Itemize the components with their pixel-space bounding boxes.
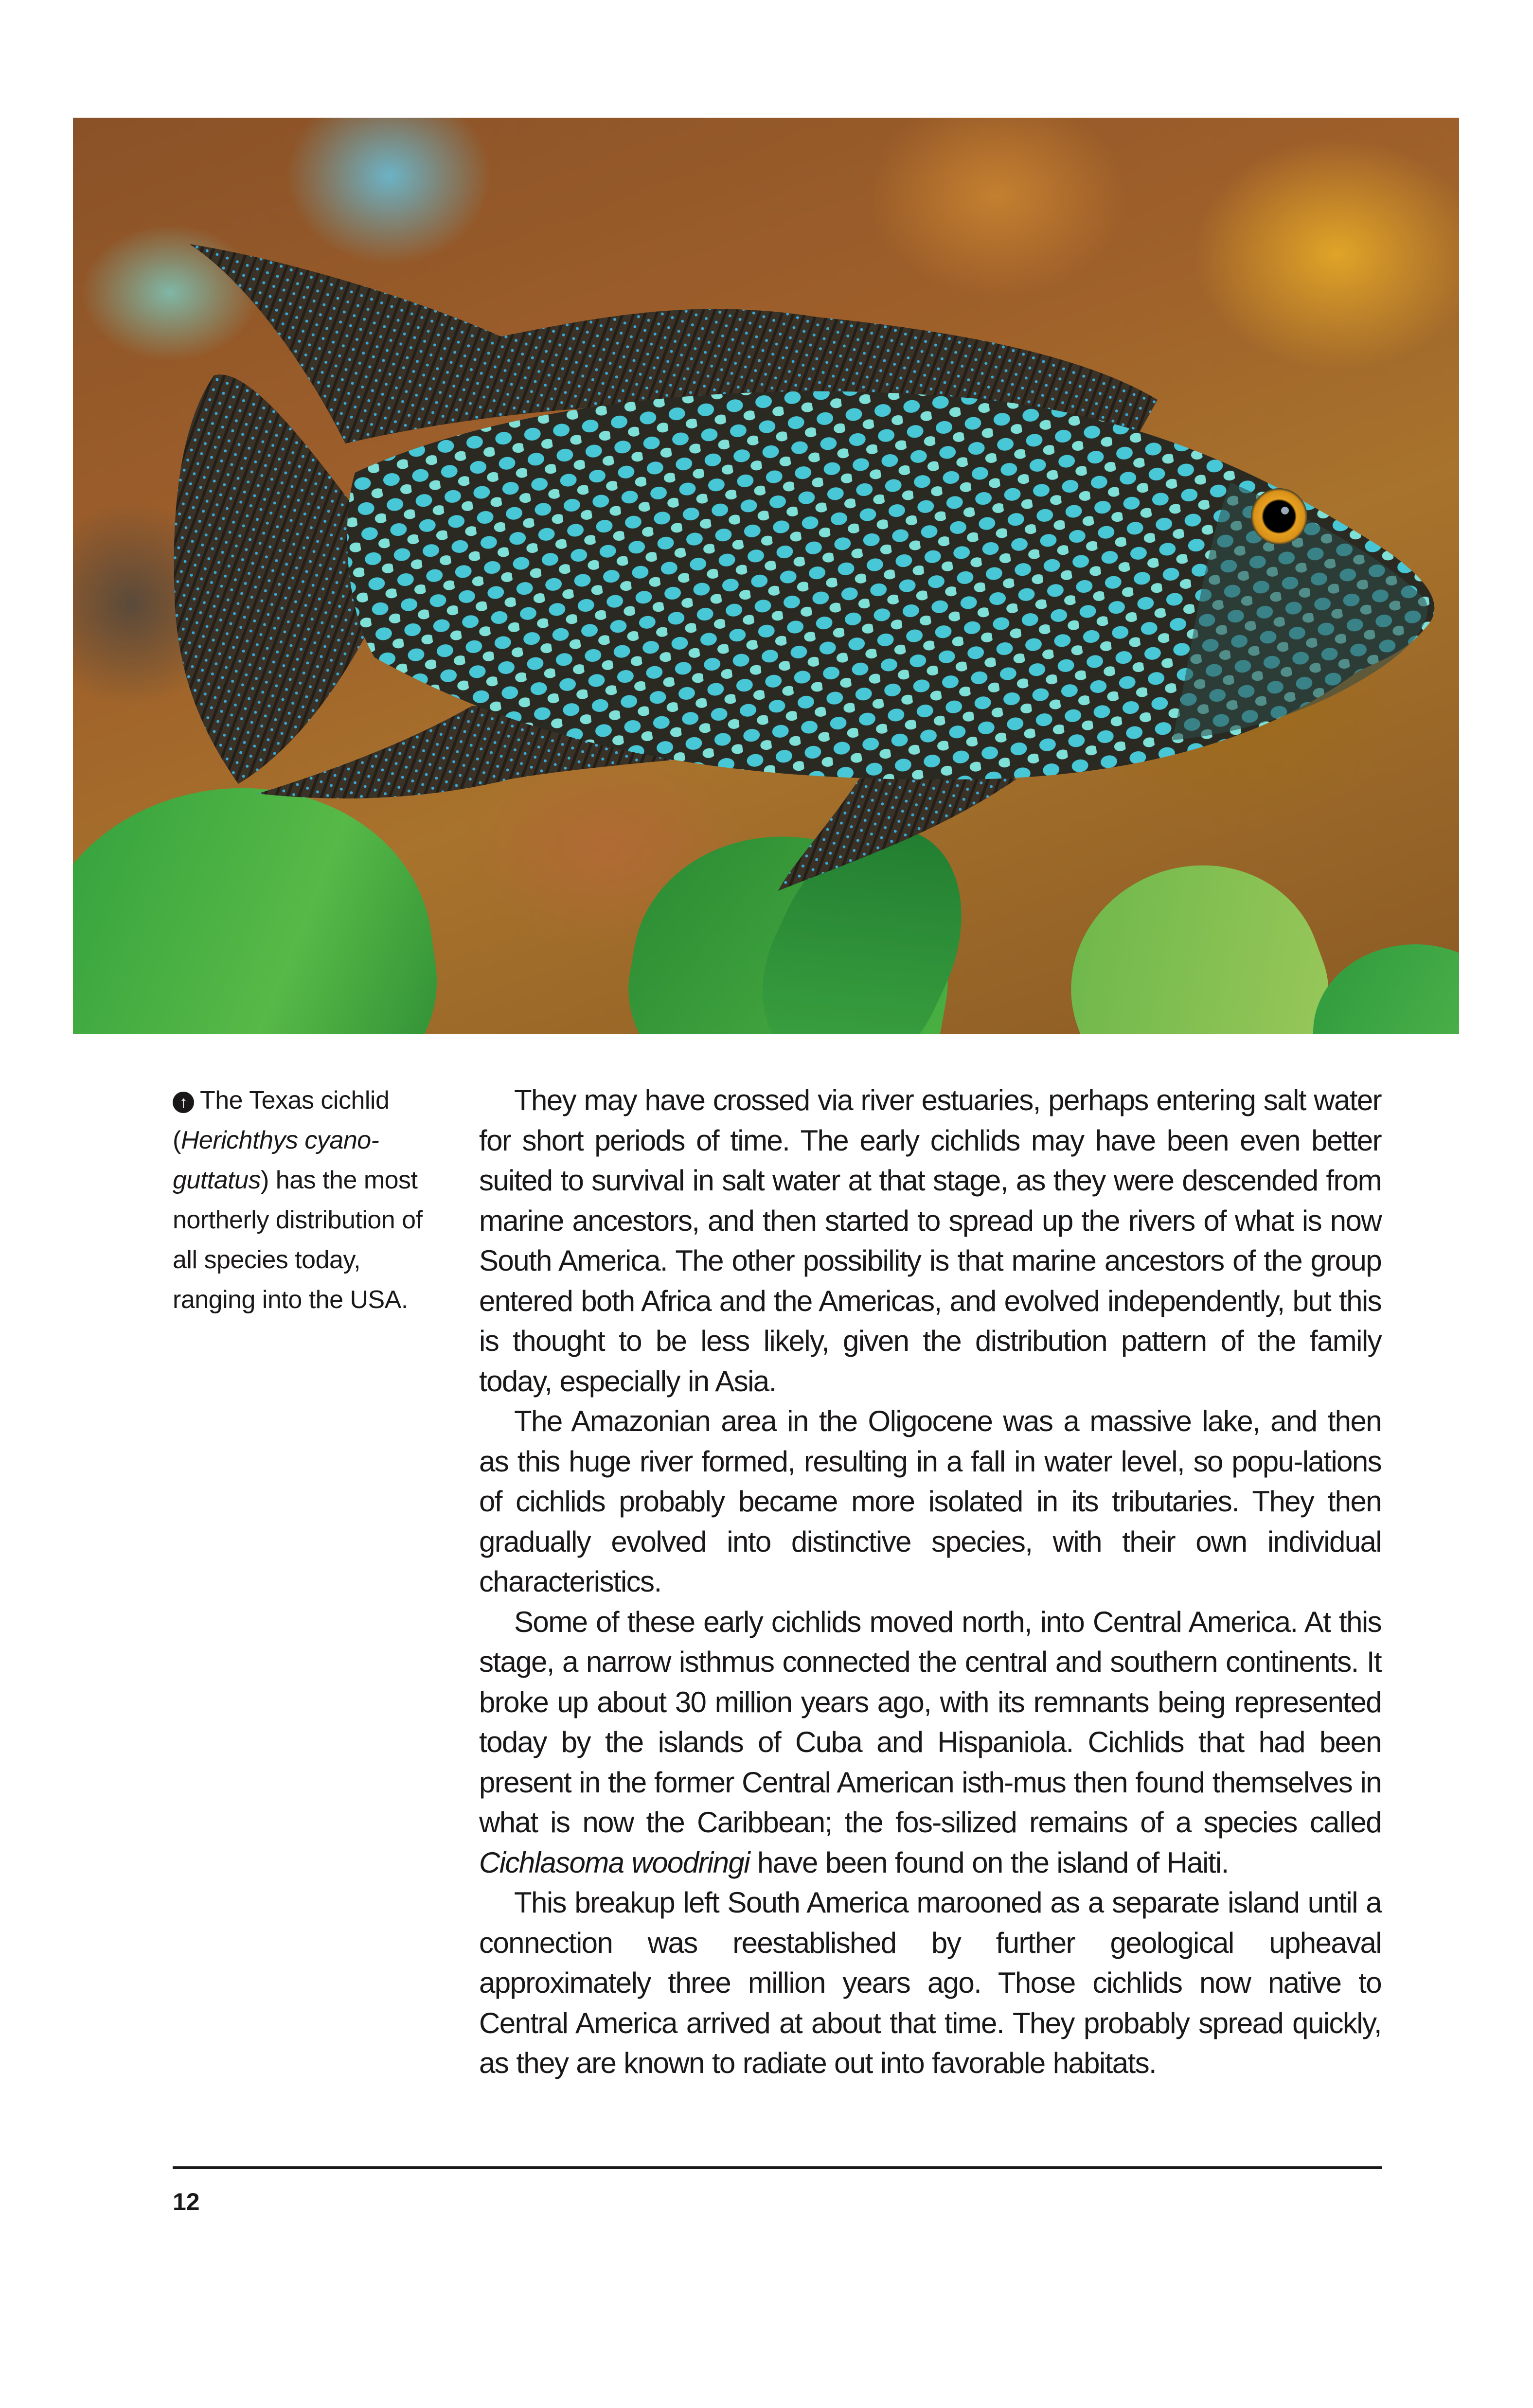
photo-caption [173, 1080, 445, 1320]
caption-species-name: Herichthys cyano-guttatus [173, 1126, 379, 1194]
arrow-up-circle-icon: ↑ [173, 1092, 194, 1113]
caption-text-end: ) has the most northerly distribution of all species today, ranging into the USA. [173, 1166, 423, 1314]
paragraph: This breakup left South America marooned as a separate island until a connection was reestablished by further geological upheaval approximately three million years ago. Those cichlids now native to Central America arrived at about that time. They probably spread quickly, as they are known to radiate out into favorable habitats. [479, 1886, 1381, 2079]
paragraph: The Amazonian area in the Oligocene was a massive lake, and then as this huge river formed, resulting in a fall in water level, so popu-lations of cichlids probably became more isolated in its tributaries. They then gradually evolved into distinctive species, with their own individual characteristics. [479, 1405, 1381, 1598]
paragraph-text: have been found on the island of Haiti. [749, 1846, 1229, 1879]
species-name: Cichlasoma woodringi [479, 1846, 749, 1879]
footer-rule [173, 2166, 1382, 2169]
texas-cichlid-photo [73, 118, 1459, 1034]
body-text [479, 1080, 1381, 2084]
fish-illustration [160, 171, 1459, 949]
paragraph [479, 1602, 1381, 1883]
page-number: 12 [173, 2188, 200, 2215]
caption-text-start: The Texas cichlid ( [173, 1086, 390, 1154]
paragraph-text: Some of these early cichlids moved north, into Central America. At this stage, a narrow isthmus connected the central and southern continents. It broke up about 30 million years ago, with its remnants being represented today by the islands of Cuba and Hispaniola. Cichlids that had been present in the former Central American isth-mus then found themselves in what is now the Caribbean; the fos-silized remains of a species called [479, 1605, 1381, 1839]
plant-leaf [1313, 944, 1459, 1034]
paragraph: They may have crossed via river estuaries, perhaps entering salt water for short periods of time. The early cichlids may have been even better suited to survival in salt water at that stage, as they were descended from marine ancestors, and then started to spread up the rivers of what is now South America. The other possibility is that marine ancestors of the group entered both Africa and the Americas, and evolved independently, but this is thought to be less likely, given the distribution pattern of the family today, especially in Asia. [479, 1084, 1381, 1398]
